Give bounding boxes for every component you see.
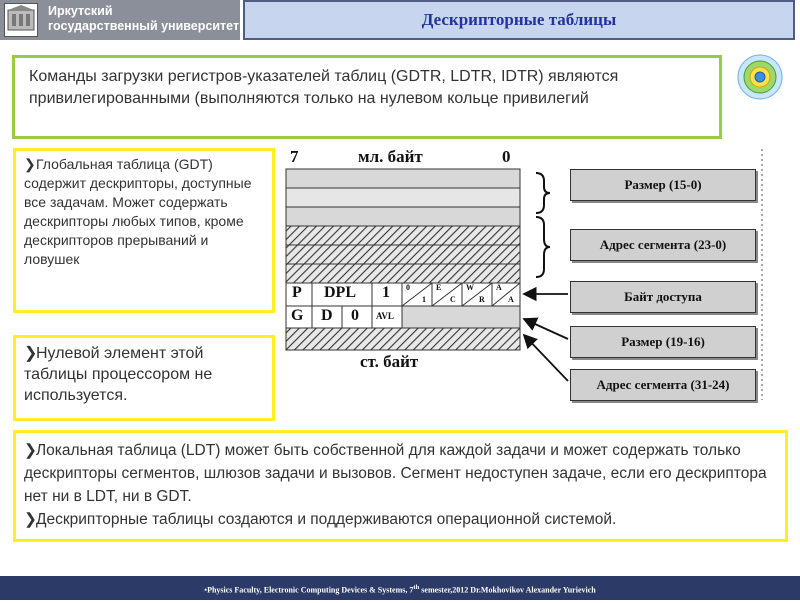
field-address-low: Адрес сегмента (23-0) — [570, 229, 756, 261]
title-bar — [243, 0, 795, 40]
bit-low-label: 0 — [502, 147, 511, 166]
access-e-bit: E — [436, 283, 442, 292]
access-p-bit: P — [292, 284, 302, 301]
descriptor-row-3 — [286, 226, 520, 245]
field-size-high: Размер (19-16) — [570, 326, 756, 358]
access-a-bit-bottom: A — [508, 295, 514, 304]
access-bit-1: 1 — [422, 295, 426, 304]
descriptor-row-5 — [286, 264, 520, 283]
arrow-size-high — [524, 319, 568, 339]
privileged-commands-note — [12, 55, 722, 139]
access-c-bit: C — [450, 295, 456, 304]
arrow-address-high — [524, 335, 568, 381]
access-a-bit-top: A — [496, 283, 502, 292]
ldt-bullet: ❯Локальная таблица (LDT) может быть собственной для каждой задачи и может содержать только дескрипторы сегментов, шлюзов задачи и вызовов. Сегмент недоступен задаче, если его дескриптора нет ни в LDT, ни в GDT. — [24, 439, 782, 508]
field-size-low: Размер (15-0) — [570, 169, 756, 201]
descriptor-row-last — [286, 328, 520, 350]
university-name: Иркутский государственный университет — [48, 4, 240, 33]
descriptor-row-0 — [286, 169, 520, 188]
university-logo-bar — [0, 0, 240, 40]
ldt-description-box — [13, 430, 788, 542]
page-title: Дескрипторные таблицы — [421, 10, 617, 29]
access-w-bit: W — [466, 283, 474, 292]
descriptor-row-1 — [286, 188, 520, 207]
flag-d-bit: D — [321, 307, 333, 324]
descriptor-row-2 — [286, 207, 520, 226]
ldt-description — [24, 439, 782, 531]
bullet-marker-icon: ❯ — [24, 511, 37, 528]
access-s-bit: 1 — [382, 284, 390, 301]
low-byte-label: мл. байт — [358, 147, 423, 166]
descriptor-format-diagram — [278, 145, 800, 405]
gdt-description: ❯Глобальная таблица (GDT) содержит дескрипторы, доступные все задачам. Может содержать дескрипторы любых типов, кроме дескрипторов прерываний и ловушек — [24, 156, 252, 267]
null-element-box — [13, 335, 275, 421]
footer-credits: •Physics Faculty, Electronic Computing Devices & Systems, 7th semester,2012 Dr.Mokhovikov Alexander Yurievich — [204, 584, 596, 595]
footer-bar — [0, 576, 800, 600]
field-address-high: Адрес сегмента (31-24) — [570, 369, 756, 401]
brace-size — [536, 173, 550, 213]
brace-address — [536, 217, 550, 277]
flag-g-bit: G — [291, 307, 304, 324]
os-bullet: ❯Дескрипторные таблицы создаются и поддерживаются операционной системой. — [24, 508, 782, 531]
flag-avl-bit: AVL — [376, 311, 394, 321]
descriptor-row-4 — [286, 245, 520, 264]
privileged-commands-text: Команды загрузки регистров-указателей таблиц (GDTR, LDTR, IDTR) являются привилегированными (выполняются только на нулевом кольце привилегий — [29, 68, 619, 107]
flag-zero-bit: 0 — [351, 307, 359, 324]
high-byte-label: ст. байт — [360, 352, 419, 371]
access-bit-0: 0 — [406, 283, 410, 292]
field-access-byte: Байт доступа — [570, 281, 756, 313]
bullet-marker-icon: ❯ — [24, 345, 38, 362]
access-dpl-field: DPL — [324, 284, 356, 301]
null-element-description: ❯Нулевой элемент этой таблицы процессором не используется. — [24, 345, 213, 404]
privilege-rings-icon — [735, 52, 785, 102]
bullet-marker-icon: ❯ — [24, 442, 37, 459]
gdt-description-box — [13, 148, 275, 313]
access-r-bit: R — [479, 295, 485, 304]
bullet-marker-icon: ❯ — [24, 156, 36, 172]
bit-high-label: 7 — [290, 147, 299, 166]
university-seal-icon — [4, 3, 38, 37]
